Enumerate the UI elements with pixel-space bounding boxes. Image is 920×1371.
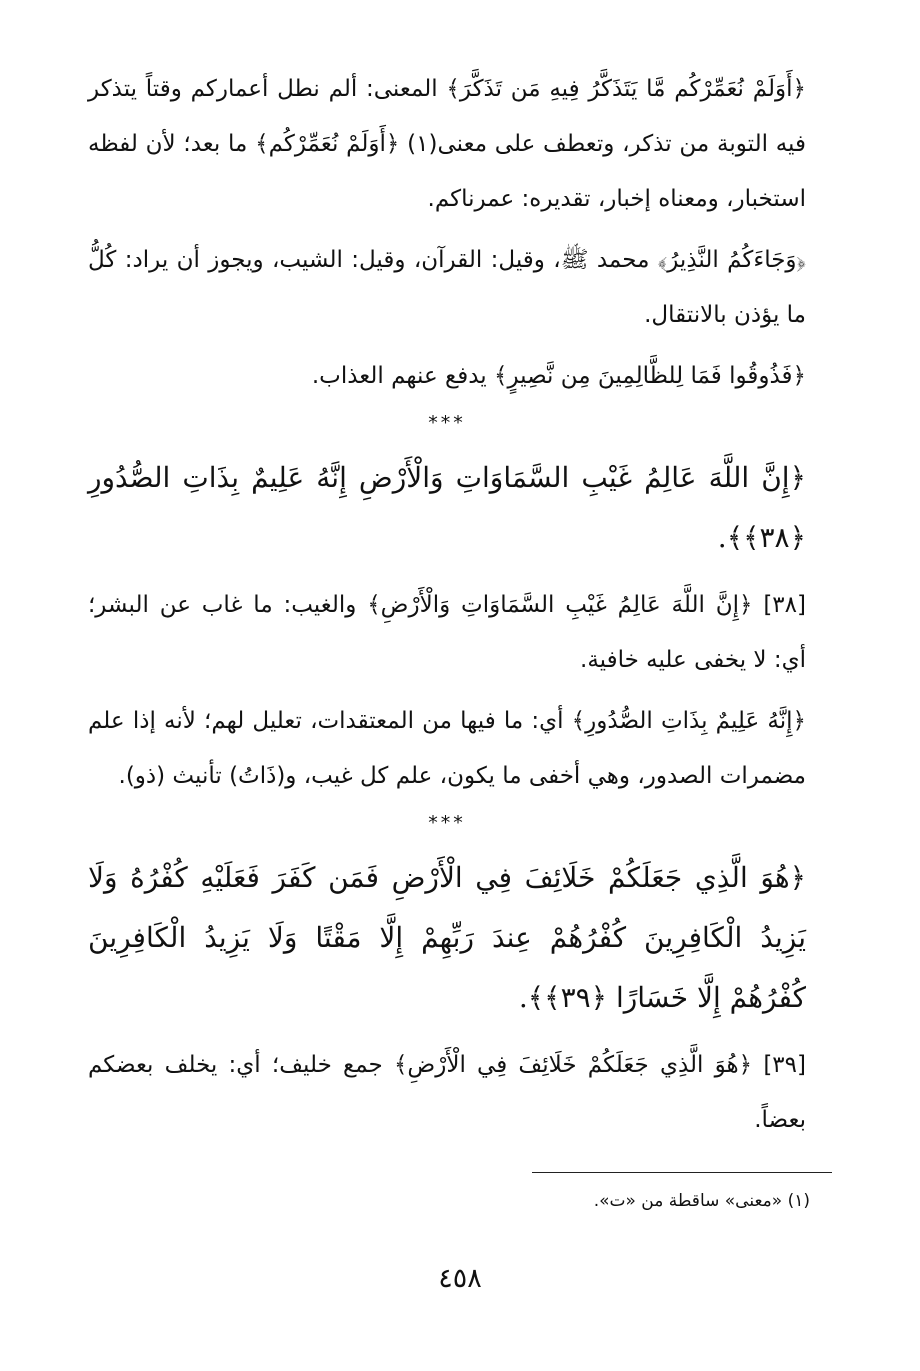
section-separator: ***	[428, 412, 466, 434]
page-number: ٤٥٨	[438, 1263, 482, 1294]
page-body	[88, 62, 806, 1154]
tafsir-38-hearts: ﴿إِنَّهُ عَلِيمٌ بِذَاتِ الصُّدُورِ﴾ أي: ما فيها من المعتقدات، تعليل لهم؛ لأنه إذا علم مضمرات الصدور، وهي أخفى ما يكون، علم كل غيب، و(ذَاتُ) تأنيث (ذو).	[88, 708, 806, 789]
quran-verse-39: ﴿هُوَ الَّذِي جَعَلَكُمْ خَلَائِفَ فِي الْأَرْضِ فَمَن كَفَرَ فَعَلَيْهِ كُفْرُهُ وَلَا يَزِيدُ الْكَافِرِينَ كُفْرُهُمْ عِندَ رَبِّهِمْ إِلَّا مَقْتًا وَلَا يَزِيدُ الْكَافِرِينَ كُفْرُهُمْ إِلَّا خَسَارًا ﴿٣٩﴾﴾.	[88, 861, 806, 1014]
tafsir-39-successors: [٣٩] ﴿هُوَ الَّذِي جَعَلَكُمْ خَلَائِفَ فِي الْأَرْضِ﴾ جمع خليف؛ أي: يخلف بعضكم بعضاً.	[88, 1052, 806, 1133]
section-separator: ***	[428, 812, 466, 834]
paragraph-ayah-37-taste: ﴿فَذُوقُوا فَمَا لِلظَّالِمِينَ مِن نَّصِيرٍ﴾ يدفع عنهم العذاب.	[311, 363, 806, 389]
paragraph-ayah-37-longevity: ﴿أَوَلَمْ نُعَمِّرْكُم مَّا يَتَذَكَّرُ فِيهِ مَن تَذَكَّرَ﴾ المعنى: ألم نطل أعماركم وقتاً يتذكر فيه التوبة من تذكر، وتعطف على معنى(١) ﴿أَوَلَمْ نُعَمِّرْكُم﴾ ما بعد؛ لأن لفظه استخبار، ومعناه إخبار، تقديره: عمرناكم.	[88, 76, 806, 212]
footnote-divider	[532, 1172, 832, 1173]
paragraph-ayah-37-warner: ﴿وَجَاءَكُمُ النَّذِيرُ﴾ محمد ﷺ، وقيل: القرآن، وقيل: الشيب، ويجوز أن يراد: كُلُّ ما يؤذن بالانتقال.	[88, 247, 806, 328]
tafsir-38-unseen: [٣٨] ﴿إِنَّ اللَّهَ عَالِمُ غَيْبِ السَّمَاوَاتِ وَالْأَرْضِ﴾ والغيب: ما غاب عن البشر؛ أي: لا يخفى عليه خافية.	[88, 592, 806, 673]
quran-verse-38: ﴿إِنَّ اللَّهَ عَالِمُ غَيْبِ السَّمَاوَاتِ وَالْأَرْضِ إِنَّهُ عَلِيمٌ بِذَاتِ الصُّدُورِ ﴿٣٨﴾﴾.	[88, 461, 806, 554]
footnote: (١) «معنى» ساقطة من «ت».	[593, 1191, 810, 1211]
